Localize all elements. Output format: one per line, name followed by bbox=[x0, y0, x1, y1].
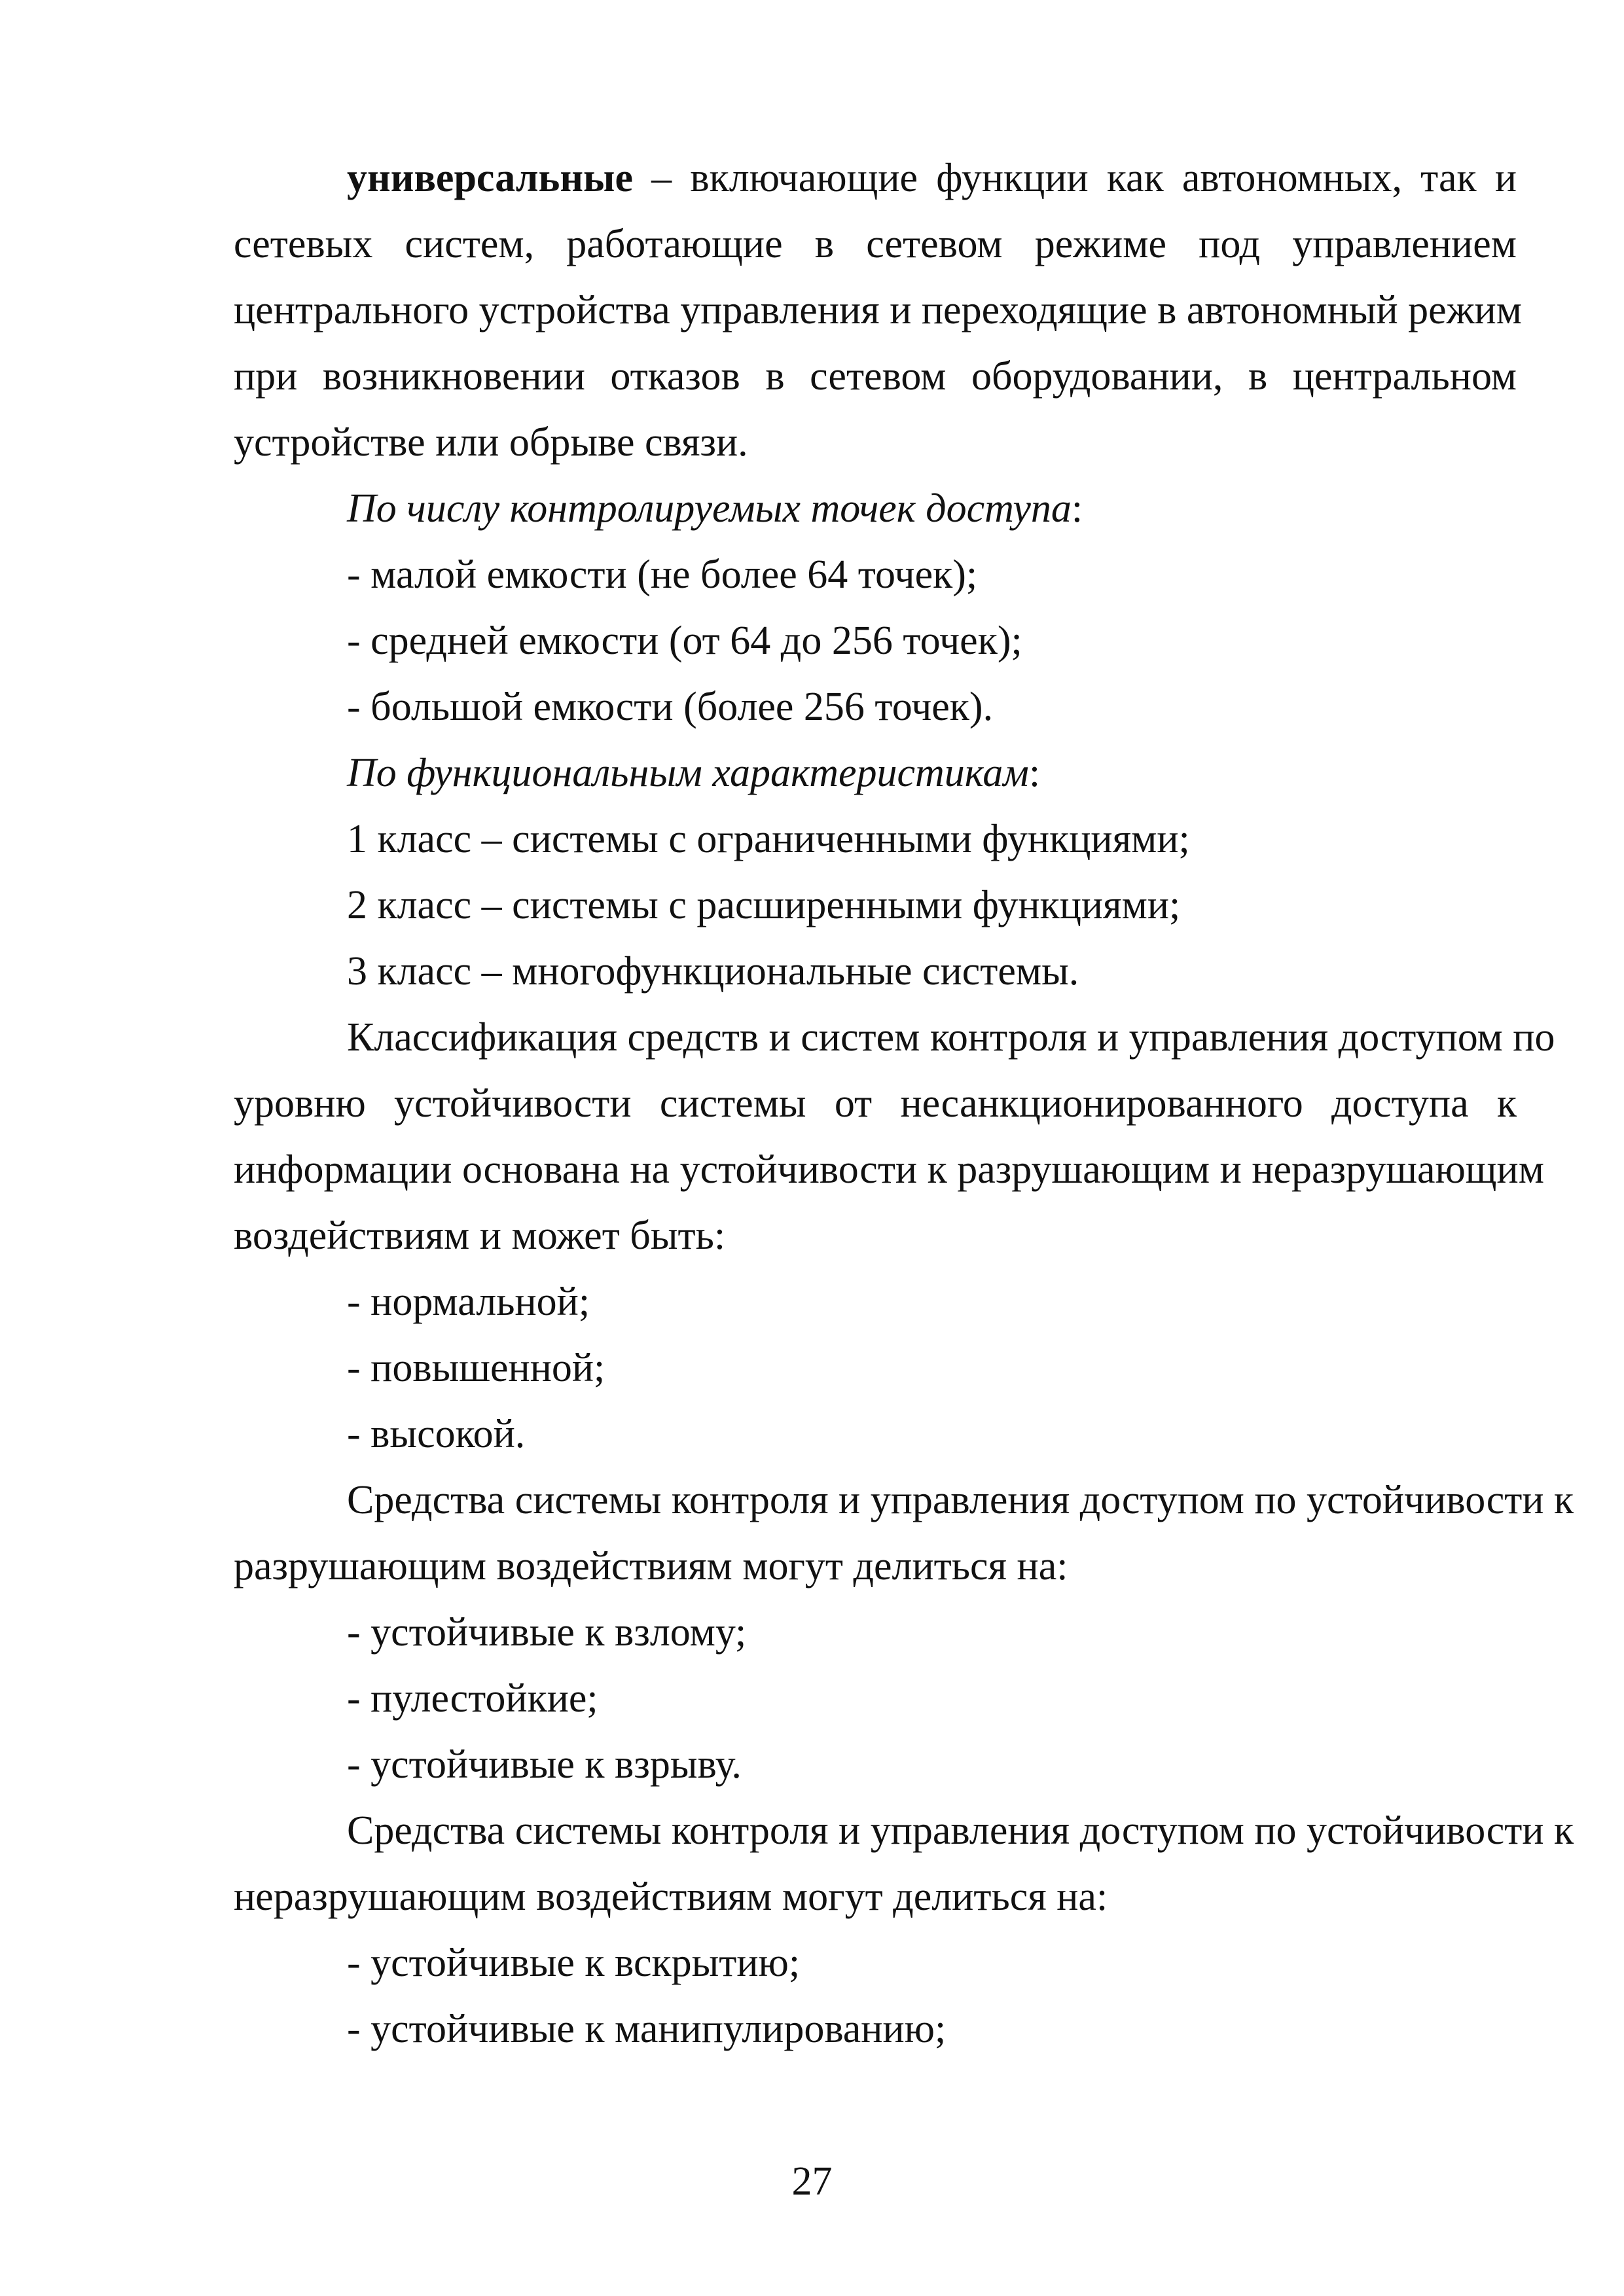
list-item-manipulation: - устойчивые к манипулированию; bbox=[347, 2007, 947, 2051]
list-item-class-2: 2 класс – системы с расширенными функциями; bbox=[347, 883, 1181, 927]
paragraph-classification-line-4: воздействиям и может быть: bbox=[234, 1213, 726, 1258]
paragraph-classification-line-2: уровню устойчивости системы от несанкционированного доступа к bbox=[234, 1081, 1517, 1126]
term-universal: универсальные bbox=[347, 156, 633, 200]
paragraph-classification-line-1: Классификация средств и систем контроля и управления доступом по bbox=[347, 1015, 1555, 1060]
list-item-bulletproof: - пулестойкие; bbox=[347, 1676, 598, 1721]
list-item-points-large: - большой емкости (более 256 точек). bbox=[347, 685, 994, 729]
paragraph-nondestructive-line-1: Средства системы контроля и управления доступом по устойчивости к bbox=[347, 1808, 1574, 1853]
paragraph-universal-line-2: сетевых систем, работающие в сетевом режиме под управлением bbox=[234, 222, 1517, 266]
paragraph-universal-line-1: универсальные – включающие функции как автономных, так и bbox=[347, 156, 1517, 200]
heading-by-points: По числу контролируемых точек доступа: bbox=[347, 486, 1083, 531]
paragraph-destructive-line-1: Средства системы контроля и управления доступом по устойчивости к bbox=[347, 1478, 1574, 1522]
list-item-points-small: - малой емкости (не более 64 точек); bbox=[347, 552, 978, 597]
list-item-opening: - устойчивые к вскрытию; bbox=[347, 1941, 801, 1985]
paragraph-destructive-line-2: разрушающим воздействиям могут делиться на: bbox=[234, 1544, 1068, 1588]
list-item-points-medium: - средней емкости (от 64 до 256 точек); bbox=[347, 619, 1022, 663]
paragraph-universal-line-3: центрального устройства управления и переходящие в автономный режим bbox=[234, 288, 1522, 332]
paragraph-nondestructive-line-2: неразрушающим воздействиям могут делиться на: bbox=[234, 1874, 1108, 1919]
list-item-burglary: - устойчивые к взлому; bbox=[347, 1610, 747, 1655]
list-item-class-3: 3 класс – многофункциональные системы. bbox=[347, 949, 1079, 994]
list-item-explosion: - устойчивые к взрыву. bbox=[347, 1742, 742, 1787]
paragraph-classification-line-3: информации основана на устойчивости к разрушающим и неразрушающим bbox=[234, 1147, 1544, 1192]
paragraph-universal-line-4: при возникновении отказов в сетевом оборудовании, в центральном bbox=[234, 354, 1517, 399]
page-number: 27 bbox=[791, 2159, 833, 2204]
list-item-normal: - нормальной; bbox=[347, 1280, 590, 1324]
list-item-high: - высокой. bbox=[347, 1412, 526, 1456]
list-item-class-1: 1 класс – системы с ограниченными функциями; bbox=[347, 817, 1190, 861]
heading-by-function: По функциональным характеристикам: bbox=[347, 751, 1041, 795]
list-item-elevated: - повышенной; bbox=[347, 1346, 605, 1390]
paragraph-universal-line-5: устройстве или обрыве связи. bbox=[234, 420, 748, 465]
